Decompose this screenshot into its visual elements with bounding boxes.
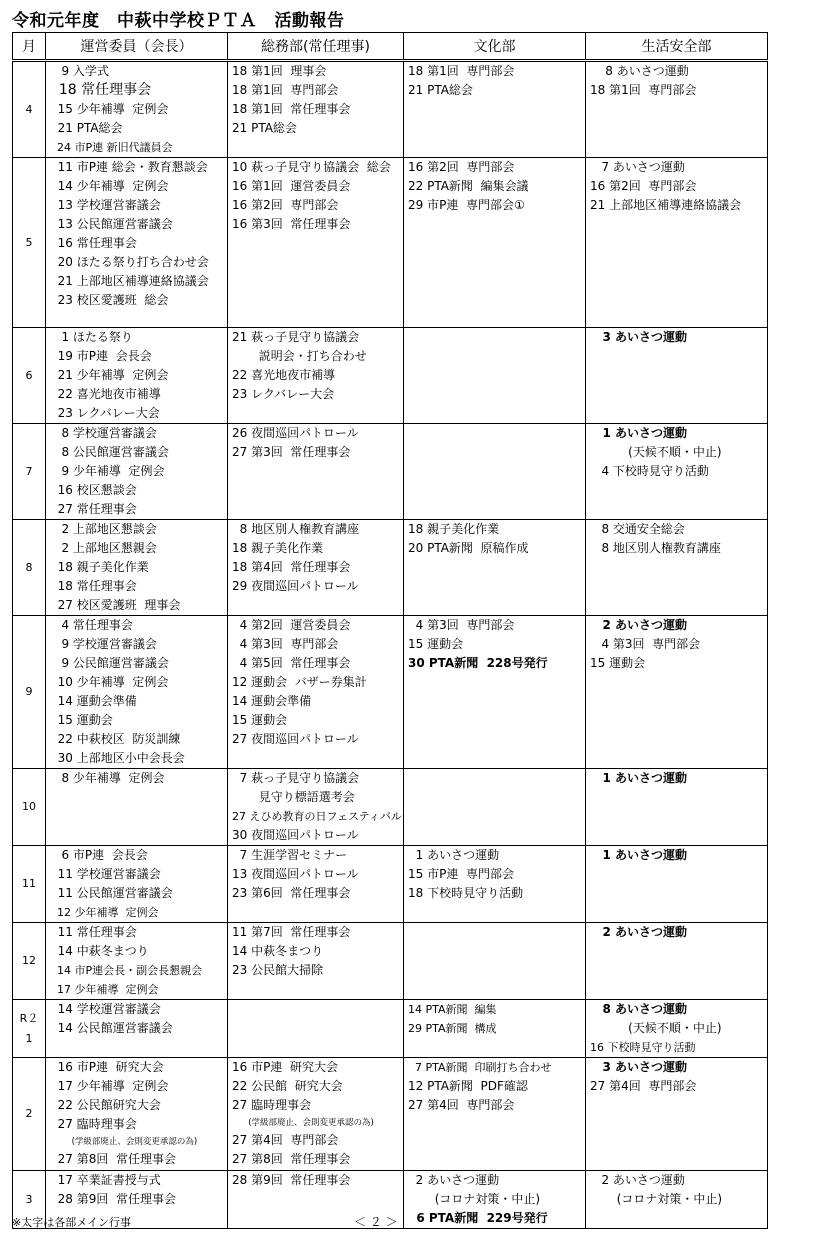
activity-entry: 2 あいさつ運動 xyxy=(590,1173,685,1187)
culture-dept-cell xyxy=(404,846,586,923)
steering-committee-cell xyxy=(46,1058,228,1171)
activity-entry: 27 臨時理事会 xyxy=(232,1098,312,1112)
activity-entry: 14 中萩冬まつり xyxy=(50,944,149,958)
activity-entry: 8 学校運営審議会 xyxy=(50,426,157,440)
footer-note: ※太字は各部メイン行事 xyxy=(12,1216,131,1229)
activity-entry: 10 少年補導 定例会 xyxy=(50,675,169,689)
activity-entry: 8 地区別人権教育講座 xyxy=(590,541,721,555)
activity-entry: 28 第9回 常任理事会 xyxy=(232,1173,351,1187)
activity-entry: 13 夜間巡回パトロール xyxy=(232,867,359,881)
activity-entry: 13 学校運営審議会 xyxy=(50,198,161,212)
activity-entry: 1 あいさつ運動 xyxy=(590,771,688,785)
activity-entry: 18 第1回 専門部会 xyxy=(232,83,339,97)
month-label: 12 xyxy=(22,954,36,967)
life-safety-dept-cell xyxy=(586,158,768,328)
general-affairs-cell xyxy=(228,846,404,923)
activity-entry: 4 第3回 専門部会 xyxy=(232,637,339,651)
table-row xyxy=(13,158,768,328)
activity-report-table xyxy=(12,32,768,1229)
activity-entry: 27 臨時理事会 xyxy=(50,1117,137,1131)
activity-entry: 21 PTA総会 xyxy=(50,121,123,135)
activity-entry: 16 第2回 専門部会 xyxy=(232,198,339,212)
activity-entry: 19 市P連 会長会 xyxy=(50,349,152,363)
activity-entry: 15 運動会 xyxy=(50,713,113,727)
life-safety-dept-cell xyxy=(586,328,768,424)
activity-entry: 9 少年補導 定例会 xyxy=(50,464,165,478)
culture-dept-cell xyxy=(404,769,586,846)
activity-entry: 11 常任理事会 xyxy=(50,925,137,939)
activity-entry: 21 PTA総会 xyxy=(232,121,297,135)
activity-entry: 8 交通安全総会 xyxy=(590,522,685,536)
life-safety-dept-cell xyxy=(586,1058,768,1171)
table-row xyxy=(13,769,768,846)
activity-entry: (天候不順・中止) xyxy=(590,1021,722,1035)
activity-entry: 8 公民館運営審議会 xyxy=(50,445,169,459)
table-row xyxy=(13,328,768,424)
activity-entry: 15 少年補導 定例会 xyxy=(50,102,169,116)
culture-dept-cell xyxy=(404,1000,586,1058)
culture-dept-cell xyxy=(404,328,586,424)
life-safety-dept-cell xyxy=(586,923,768,1000)
activity-entry: 6 市P連 会長会 xyxy=(50,848,148,862)
activity-entry: 18 第1回 専門部会 xyxy=(590,83,697,97)
life-safety-dept-cell xyxy=(586,61,768,158)
activity-entry: 23 第6回 常任理事会 xyxy=(232,886,351,900)
activity-entry: 23 校区愛護班 総会 xyxy=(50,293,169,307)
activity-entry: 7 あいさつ運動 xyxy=(590,160,685,174)
month-cell xyxy=(13,923,46,1000)
activity-entry: 27 夜間巡回パトロール xyxy=(232,732,359,746)
activity-entry: 17 少年補導 定例会 xyxy=(50,983,159,996)
culture-dept-cell xyxy=(404,61,586,158)
steering-committee-cell xyxy=(46,424,228,520)
activity-entry: 23 レクバレー大会 xyxy=(232,387,335,401)
activity-entry: (学級部廃止、会則変更承認の為) xyxy=(50,1137,198,1147)
activity-entry: 18 第1回 常任理事会 xyxy=(232,102,351,116)
activity-entry: 21 少年補導 定例会 xyxy=(50,368,169,382)
activity-entry: 4 第2回 運営委員会 xyxy=(232,618,351,632)
activity-entry: 17 少年補導 定例会 xyxy=(50,1079,169,1093)
activity-entry: (学級部廃止、会則変更承認の為) xyxy=(232,1118,374,1128)
activity-entry: 20 PTA新聞 原稿作成 xyxy=(408,541,529,555)
activity-entry: 27 第4回 専門部会 xyxy=(232,1133,339,1147)
life-safety-dept-cell xyxy=(586,769,768,846)
page-title: 令和元年度 中萩中学校ＰＴＡ 活動報告 xyxy=(12,11,345,31)
activity-entry: 22 公民館研究大会 xyxy=(50,1098,161,1112)
steering-committee-cell xyxy=(46,520,228,616)
table-body xyxy=(13,61,768,1229)
activity-entry: 1 ほたる祭り xyxy=(50,330,133,344)
activity-entry: 27 第4回 専門部会 xyxy=(590,1079,697,1093)
general-affairs-cell xyxy=(228,616,404,769)
activity-entry: 6 PTA新聞 229号発行 xyxy=(408,1211,548,1225)
month-label: 3 xyxy=(25,1192,33,1206)
culture-dept-cell xyxy=(404,424,586,520)
activity-entry: 27 第3回 常任理事会 xyxy=(232,445,351,459)
activity-entry: 10 萩っ子見守り協議会 総会 xyxy=(232,160,391,174)
header-life-safety-dept: 生活安全部 xyxy=(586,33,768,61)
activity-entry: 11 第7回 常任理事会 xyxy=(232,925,351,939)
activity-entry: 18 親子美化作業 xyxy=(232,541,324,555)
activity-entry: 4 常任理事会 xyxy=(50,618,133,632)
table-header-row xyxy=(13,33,768,61)
activity-entry: 29 市P連 専門部会① xyxy=(408,198,525,212)
activity-entry: 9 学校運営審議会 xyxy=(50,637,157,651)
activity-entry: 21 上部地区補導連絡協議会 xyxy=(590,198,742,212)
activity-entry: 8 あいさつ運動 xyxy=(590,1002,688,1016)
activity-entry: 1 あいさつ運動 xyxy=(590,426,688,440)
activity-entry: (天候不順・中止) xyxy=(590,445,722,459)
month-label: 9 xyxy=(25,685,33,698)
activity-entry: 14 公民館運営審議会 xyxy=(50,1021,173,1035)
activity-entry: 18 下校時見守り活動 xyxy=(408,886,524,900)
activity-entry: 8 少年補導 定例会 xyxy=(50,771,165,785)
activity-entry: 13 公民館運営審議会 xyxy=(50,217,173,231)
activity-entry: 14 少年補導 定例会 xyxy=(50,179,169,193)
table-row xyxy=(13,846,768,923)
activity-entry: 22 喜光地夜市補導 xyxy=(232,368,336,382)
table-row xyxy=(13,424,768,520)
general-affairs-cell xyxy=(228,61,404,158)
activity-entry: 8 あいさつ運動 xyxy=(590,64,689,78)
activity-entry: 4 下校時見守り活動 xyxy=(590,464,709,478)
month-cell xyxy=(13,328,46,424)
month-cell xyxy=(13,520,46,616)
activity-entry: 26 夜間巡回パトロール xyxy=(232,426,359,440)
activity-entry: 12 運動会 バザー券集計 xyxy=(232,675,367,689)
header-month: 月 xyxy=(13,33,46,61)
activity-entry: 15 運動会 xyxy=(590,656,646,670)
activity-entry: 16 第2回 専門部会 xyxy=(590,179,697,193)
general-affairs-cell xyxy=(228,424,404,520)
activity-entry: 14 学校運営審議会 xyxy=(50,1002,161,1016)
month-label: 1 xyxy=(25,1031,33,1045)
activity-entry: 21 PTA総会 xyxy=(408,83,473,97)
table-row xyxy=(13,520,768,616)
activity-entry: 15 市P連 専門部会 xyxy=(408,867,514,881)
month-label: 11 xyxy=(22,877,36,890)
life-safety-dept-cell xyxy=(586,616,768,769)
month-cell xyxy=(13,1000,46,1058)
activity-entry: 15 運動会 xyxy=(408,637,464,651)
activity-entry: 14 運動会準備 xyxy=(232,694,312,708)
activity-entry: 12 少年補導 定例会 xyxy=(50,906,159,919)
activity-entry: 11 公民館運営審議会 xyxy=(50,886,173,900)
activity-entry: 27 第4回 専門部会 xyxy=(408,1098,515,1112)
activity-entry: 23 レクバレー大会 xyxy=(50,406,160,420)
activity-entry: 1 あいさつ運動 xyxy=(590,848,688,862)
month-label: 8 xyxy=(25,560,33,574)
month-label: 2 xyxy=(25,1107,33,1120)
activity-entry: 18 第1回 専門部会 xyxy=(408,64,515,78)
activity-entry: 30 夜間巡回パトロール xyxy=(232,828,359,842)
culture-dept-cell xyxy=(404,616,586,769)
activity-entry: 16 市P連 研究大会 xyxy=(232,1060,338,1074)
header-general-affairs: 総務部(常任理事) xyxy=(228,33,404,61)
table-row xyxy=(13,1000,768,1058)
month-label: R２ xyxy=(19,1011,39,1025)
steering-committee-cell xyxy=(46,158,228,328)
activity-entry: 22 喜光地夜市補導 xyxy=(50,387,161,401)
header-culture-dept: 文化部 xyxy=(404,33,586,61)
activity-entry: 30 PTA新聞 228号発行 xyxy=(408,656,548,670)
culture-dept-cell xyxy=(404,1058,586,1171)
activity-entry: (コロナ対策・中止) xyxy=(590,1192,723,1206)
month-cell xyxy=(13,1058,46,1171)
month-label: 6 xyxy=(25,368,33,382)
table-row xyxy=(13,923,768,1000)
activity-entry: 14 中萩冬まつり xyxy=(232,944,324,958)
activity-entry: 12 PTA新聞 PDF確認 xyxy=(408,1079,528,1093)
activity-entry: 16 下校時見守り活動 xyxy=(590,1041,696,1054)
steering-committee-cell xyxy=(46,616,228,769)
activity-entry: 14 市P連会長・副会長懇親会 xyxy=(50,964,203,977)
activity-entry: 28 第9回 常任理事会 xyxy=(50,1192,176,1206)
activity-entry: 7 生涯学習セミナー xyxy=(232,848,348,862)
month-label: 4 xyxy=(25,102,33,116)
activity-entry: 4 第3回 専門部会 xyxy=(590,637,701,651)
activity-entry: 7 PTA新聞 印刷打ち合わせ xyxy=(408,1061,552,1074)
activity-entry: 2 上部地区懇親会 xyxy=(50,541,157,555)
general-affairs-cell xyxy=(228,923,404,1000)
activity-entry: 18 親子美化作業 xyxy=(408,522,500,536)
activity-entry: 18 常任理事会 xyxy=(50,82,152,98)
month-label: 7 xyxy=(25,464,33,478)
activity-entry: 29 夜間巡回パトロール xyxy=(232,579,359,593)
month-cell xyxy=(13,846,46,923)
general-affairs-cell xyxy=(228,769,404,846)
activity-entry: 7 萩っ子見守り協議会 xyxy=(232,771,360,785)
general-affairs-cell xyxy=(228,158,404,328)
activity-entry: 16 常任理事会 xyxy=(50,236,137,250)
activity-entry: 1 あいさつ運動 xyxy=(408,848,500,862)
month-cell xyxy=(13,769,46,846)
activity-entry: 2 あいさつ運動 xyxy=(408,1173,500,1187)
activity-entry: 27 校区愛護班 理事会 xyxy=(50,598,181,612)
activity-entry: 16 第3回 常任理事会 xyxy=(232,217,351,231)
month-label: 10 xyxy=(22,800,36,813)
activity-entry: 20 ほたる祭り打ち合わせ会 xyxy=(50,255,209,269)
activity-entry: 27 第8回 常任理事会 xyxy=(50,1152,176,1166)
activity-entry: 24 市P連 新旧代議員会 xyxy=(50,141,173,154)
activity-entry: 21 上部地区補導連絡協議会 xyxy=(50,274,209,288)
life-safety-dept-cell xyxy=(586,1171,768,1229)
general-affairs-cell xyxy=(228,1000,404,1058)
month-label: 5 xyxy=(25,235,33,249)
general-affairs-cell xyxy=(228,328,404,424)
activity-entry: 23 公民館大掃除 xyxy=(232,963,324,977)
activity-entry: 17 卒業証書授与式 xyxy=(50,1173,161,1187)
life-safety-dept-cell xyxy=(586,1000,768,1058)
steering-committee-cell xyxy=(46,769,228,846)
steering-committee-cell xyxy=(46,923,228,1000)
activity-entry: 11 市P連 総会・教育懇談会 xyxy=(50,160,208,174)
activity-entry: 4 第3回 専門部会 xyxy=(408,618,515,632)
activity-entry: 29 PTA新聞 構成 xyxy=(408,1022,497,1035)
activity-entry: 22 PTA新聞 編集会議 xyxy=(408,179,529,193)
activity-entry: 16 校区懇談会 xyxy=(50,483,137,497)
culture-dept-cell xyxy=(404,520,586,616)
table-row xyxy=(13,61,768,158)
header-steering-committee: 運営委員（会長） xyxy=(46,33,228,61)
activity-entry: (コロナ対策・中止) xyxy=(408,1192,541,1206)
table-row xyxy=(13,1058,768,1171)
steering-committee-cell xyxy=(46,328,228,424)
activity-entry: 18 親子美化作業 xyxy=(50,560,149,574)
activity-entry: 14 PTA新聞 編集 xyxy=(408,1003,497,1016)
activity-entry: 16 市P連 研究大会 xyxy=(50,1060,164,1074)
life-safety-dept-cell xyxy=(586,520,768,616)
activity-entry: 16 第1回 運営委員会 xyxy=(232,179,351,193)
activity-entry: 3 あいさつ運動 xyxy=(590,330,688,344)
activity-entry: 21 萩っ子見守り協議会 xyxy=(232,330,360,344)
activity-entry: 18 常任理事会 xyxy=(50,579,137,593)
steering-committee-cell xyxy=(46,846,228,923)
activity-entry: 2 上部地区懇談会 xyxy=(50,522,157,536)
general-affairs-cell xyxy=(228,520,404,616)
activity-entry: 4 第5回 常任理事会 xyxy=(232,656,351,670)
activity-entry: 14 運動会準備 xyxy=(50,694,137,708)
activity-entry: 18 第4回 常任理事会 xyxy=(232,560,351,574)
activity-entry: 9 公民館運営審議会 xyxy=(50,656,169,670)
month-cell xyxy=(13,158,46,328)
month-cell xyxy=(13,424,46,520)
activity-entry: 9 入学式 xyxy=(50,64,109,78)
activity-entry: 18 第1回 理事会 xyxy=(232,64,327,78)
activity-entry: 27 えひめ教育の日フェスティバル xyxy=(232,810,402,823)
month-cell xyxy=(13,616,46,769)
steering-committee-cell xyxy=(46,1000,228,1058)
culture-dept-cell xyxy=(404,923,586,1000)
culture-dept-cell xyxy=(404,158,586,328)
activity-entry: 15 運動会 xyxy=(232,713,288,727)
life-safety-dept-cell xyxy=(586,424,768,520)
activity-entry: 11 学校運営審議会 xyxy=(50,867,161,881)
activity-entry: 3 あいさつ運動 xyxy=(590,1060,688,1074)
activity-entry: 2 あいさつ運動 xyxy=(590,925,688,939)
culture-dept-cell xyxy=(404,1171,586,1229)
activity-entry: 30 上部地区小中会長会 xyxy=(50,751,185,765)
activity-entry: 見守り標語選考会 xyxy=(232,790,355,804)
activity-entry: 27 常任理事会 xyxy=(50,502,137,516)
table-row xyxy=(13,616,768,769)
activity-entry: 8 地区別人権教育講座 xyxy=(232,522,360,536)
general-affairs-cell xyxy=(228,1058,404,1171)
activity-entry: 27 第8回 常任理事会 xyxy=(232,1152,351,1166)
month-cell xyxy=(13,61,46,158)
activity-entry: 16 第2回 専門部会 xyxy=(408,160,515,174)
steering-committee-cell xyxy=(46,61,228,158)
activity-entry: 22 中萩校区 防災訓練 xyxy=(50,732,181,746)
activity-entry: 2 あいさつ運動 xyxy=(590,618,688,632)
life-safety-dept-cell xyxy=(586,846,768,923)
activity-entry: 説明会・打ち合わせ xyxy=(232,349,367,363)
page-number: ＜ ２ ＞ xyxy=(354,1215,398,1229)
activity-entry: 22 公民館 研究大会 xyxy=(232,1079,343,1093)
